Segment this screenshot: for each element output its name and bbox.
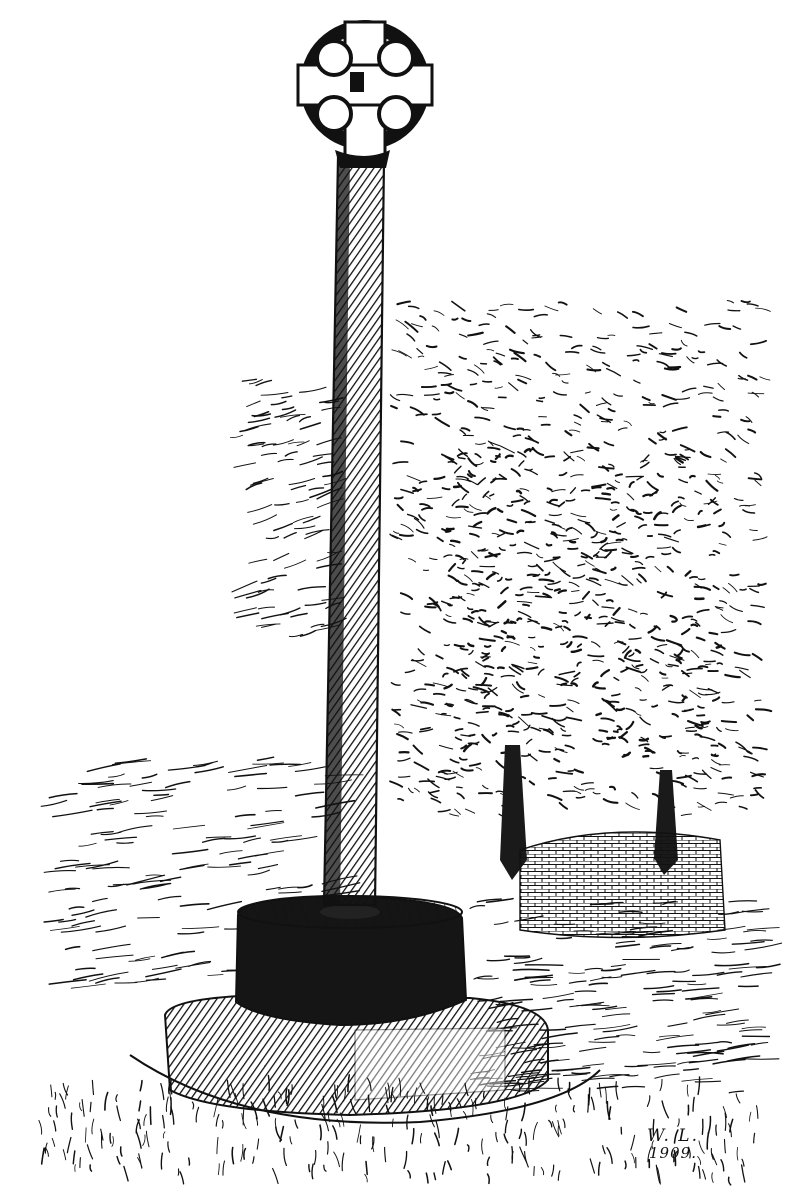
cross-shaft [324, 158, 384, 905]
cross-base-upper-step [236, 896, 466, 1025]
artist-signature [628, 1128, 718, 1162]
stone-wall [520, 832, 725, 938]
celtic-cross-head [298, 22, 432, 168]
background-trees [230, 301, 771, 821]
signature-year: 1909. [649, 1143, 697, 1162]
signature-initials: W. L. [646, 1126, 699, 1146]
